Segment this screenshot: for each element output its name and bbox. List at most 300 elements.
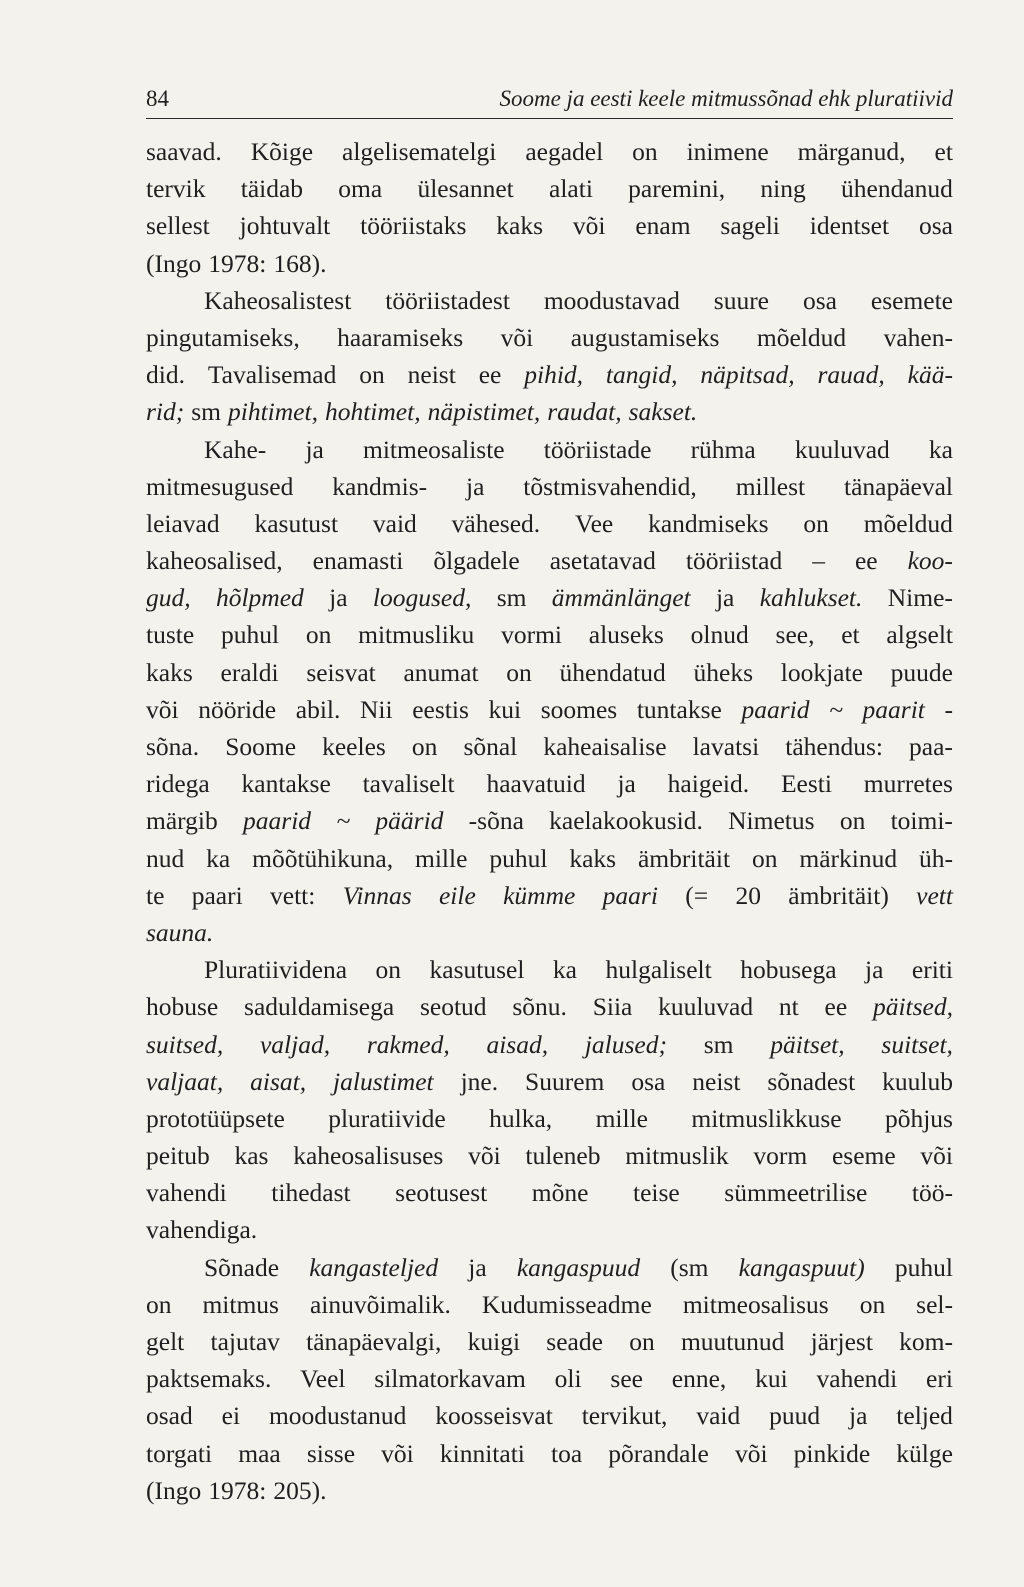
word: paktsemaks. — [146, 1364, 272, 1394]
word: või — [468, 1141, 501, 1171]
text-line — [146, 282, 953, 319]
text-line — [146, 765, 953, 802]
word: Pluratiividena — [204, 955, 348, 985]
running-title: Soome ja eesti keele mitmussõnad ehk pluratiivid — [499, 86, 953, 111]
text-line — [146, 1286, 953, 1323]
word: või — [920, 1141, 953, 1171]
word: puhul — [894, 1252, 953, 1282]
word: märgib — [146, 806, 218, 836]
word: maa — [238, 1438, 281, 1468]
word: oma — [338, 174, 383, 204]
word: peitub — [146, 1141, 210, 1171]
word: 205). — [273, 1475, 327, 1505]
italic-word: rakmed, — [366, 1029, 450, 1059]
word: mitmuslik — [625, 1141, 729, 1171]
word: leiavad — [146, 508, 220, 538]
word: ja — [305, 434, 324, 464]
italic-word: eile — [438, 880, 476, 910]
word: tuste — [146, 620, 195, 650]
word: mitmus — [202, 1289, 279, 1319]
word: on — [375, 955, 402, 985]
italic-word: päitset, — [770, 1029, 845, 1059]
word: alati — [549, 174, 593, 204]
text-line — [146, 1249, 953, 1286]
word: vahendi — [816, 1364, 898, 1394]
word: tööriistad — [685, 546, 783, 576]
italic-word: pihid, — [524, 360, 584, 390]
word: sisse — [306, 1438, 356, 1468]
word: Kahe- — [204, 434, 267, 464]
italic-word: näpistimet, — [427, 397, 541, 427]
word: sel- — [916, 1289, 953, 1319]
word: silmatorkavam — [374, 1364, 526, 1394]
text-line — [146, 877, 953, 914]
word: haavatuid — [486, 769, 586, 799]
word: mitmesugused — [146, 471, 294, 501]
italic-word: hõlpmed — [215, 583, 304, 613]
word: jne. — [460, 1066, 499, 1096]
word: Kudumisseadme — [481, 1289, 652, 1319]
word: 168). — [273, 248, 327, 278]
italic-word: sakset. — [628, 397, 698, 427]
word: vahen- — [883, 322, 953, 352]
word: kinnitati — [439, 1438, 525, 1468]
italic-word: gud, — [146, 583, 191, 613]
word: hobuse — [146, 992, 219, 1022]
word: tavaliselt — [362, 769, 455, 799]
word: moodustanud — [268, 1401, 407, 1431]
word: seotud — [419, 992, 487, 1022]
word: 1978: — [208, 1475, 267, 1505]
word: moodustavad — [543, 285, 680, 315]
word: on — [839, 806, 866, 836]
italic-word: vett — [916, 880, 953, 910]
text-line — [146, 1435, 953, 1472]
word: tööriistaks — [360, 211, 467, 241]
word: nööride — [198, 694, 277, 724]
word: mitmuslikkuse — [691, 1103, 842, 1133]
text-line — [146, 542, 953, 579]
word: on — [629, 1327, 655, 1356]
word: eestis — [412, 694, 469, 724]
word: ridega — [146, 769, 210, 799]
word: on — [803, 508, 829, 538]
word: (Ingo — [146, 1475, 202, 1505]
word: kasutust — [254, 508, 339, 538]
word: või — [500, 322, 534, 352]
italic-word: loogused, — [372, 583, 472, 613]
word: Veel — [300, 1364, 346, 1394]
italic-word: hohtimet, — [324, 397, 421, 427]
word: paremini, — [628, 174, 726, 204]
word: saavad. — [146, 137, 222, 166]
text-line — [146, 616, 953, 653]
word: kas — [234, 1141, 269, 1171]
word: hobusega — [740, 955, 837, 985]
text-line — [146, 1137, 953, 1174]
italic-word: paari — [602, 880, 658, 910]
word: -sõna — [468, 806, 524, 836]
text-line — [146, 319, 953, 356]
text-line — [146, 468, 953, 505]
word: nt — [778, 992, 799, 1022]
italic-word: päitsed, — [872, 992, 953, 1022]
word: see, — [775, 620, 815, 650]
word: kandmis- — [332, 471, 428, 501]
italic-word: kangaspuud — [516, 1252, 641, 1282]
word: johtuvalt — [239, 211, 331, 241]
text-line — [146, 988, 953, 1025]
word: mitmusliku — [358, 620, 475, 650]
word: puude — [890, 657, 953, 687]
word: vaid — [372, 508, 417, 538]
word: puud — [769, 1401, 821, 1431]
word: ka — [928, 434, 953, 464]
word: vahendiga. — [146, 1215, 258, 1245]
word: kom- — [899, 1327, 953, 1356]
word: mille — [415, 843, 468, 873]
word: te — [146, 880, 165, 910]
word: ühendanud — [841, 174, 953, 204]
word: on — [305, 620, 332, 650]
italic-word: valjad, — [259, 1029, 331, 1059]
word: vahendi — [146, 1178, 227, 1208]
word: sm — [191, 397, 222, 427]
word: on — [751, 843, 778, 873]
italic-word: jalused; — [584, 1029, 667, 1059]
italic-word: kangasteljed — [309, 1252, 439, 1282]
word: haigeid. — [667, 769, 750, 799]
word: sümmeetrilise — [724, 1178, 868, 1208]
word: tõstmisvahendid, — [523, 471, 697, 501]
word: teljed — [896, 1401, 953, 1431]
word: eraldi — [220, 657, 279, 687]
word: inimene — [686, 137, 769, 166]
word: tänapäeval — [843, 471, 953, 501]
word: puhul — [220, 620, 280, 650]
word: töö- — [911, 1178, 953, 1208]
word: Siia — [592, 992, 633, 1022]
word: see — [610, 1364, 643, 1394]
word: vorm — [753, 1141, 808, 1171]
word: (sm — [670, 1252, 709, 1282]
word: Nii — [360, 694, 393, 724]
word: muutunud — [680, 1327, 785, 1356]
word: üh- — [919, 843, 953, 873]
word: lavatsi — [692, 732, 760, 761]
word: ja — [865, 955, 884, 985]
word: kaks — [146, 657, 193, 687]
word: kuulub — [882, 1066, 953, 1096]
word: ja — [715, 583, 735, 613]
word: ning — [760, 174, 806, 204]
italic-word: kümme — [503, 880, 576, 910]
italic-word: valjaat, — [146, 1066, 224, 1096]
word: kaheosalisuses — [293, 1141, 444, 1171]
text-line — [146, 1100, 953, 1137]
word: vett: — [270, 880, 316, 910]
word: algelisematelgi — [342, 137, 497, 166]
word: (= — [685, 880, 709, 910]
italic-word: ~ — [829, 694, 843, 724]
text-line — [146, 728, 953, 765]
word: rühma — [690, 434, 756, 464]
word: mõeldud — [756, 322, 847, 352]
word: on — [506, 657, 532, 687]
word: külge — [896, 1438, 953, 1468]
word: mitmeosalisus — [682, 1289, 829, 1319]
word: pingutamiseks, — [146, 322, 300, 352]
text-line — [146, 505, 953, 542]
word: järjest — [810, 1327, 873, 1356]
word: olnud — [690, 620, 749, 650]
word: eseme — [831, 1141, 896, 1171]
word: tuntakse — [636, 694, 722, 724]
word: kantakse — [241, 769, 331, 799]
word: kui — [755, 1364, 788, 1394]
word: eriti — [911, 955, 953, 985]
word: et — [841, 620, 860, 650]
word: põrandale — [608, 1438, 709, 1468]
word: sm — [496, 583, 527, 613]
word: tähendus: — [785, 732, 883, 761]
word: kaks — [496, 211, 543, 241]
word: neist — [692, 1066, 741, 1096]
italic-word: kahlukset. — [759, 583, 863, 613]
word: sageli — [720, 211, 780, 241]
word: 1978: — [208, 248, 267, 278]
word: (Ingo — [146, 248, 202, 278]
italic-word: tangid, — [605, 360, 678, 390]
word: osa — [802, 285, 837, 315]
word: paa- — [909, 732, 953, 761]
italic-word: rauad, — [817, 360, 885, 390]
word: kasutusel — [429, 955, 525, 985]
text-line — [146, 951, 953, 988]
word: keeles — [322, 732, 386, 761]
word: tööriistade — [543, 434, 652, 464]
text-line — [146, 133, 953, 170]
text-line — [146, 1472, 953, 1509]
word: Kõige — [250, 137, 314, 166]
word: mõeldud — [863, 508, 953, 538]
word: põhjus — [884, 1103, 953, 1133]
word: osa — [918, 211, 953, 241]
word: enam — [635, 211, 691, 241]
word: või — [381, 1438, 414, 1468]
italic-word: paarid — [243, 806, 312, 836]
word: prototüüpsete — [146, 1103, 285, 1133]
word: asetatavad — [549, 546, 656, 576]
word: kaheaisalise — [543, 732, 667, 761]
italic-word: sauna. — [146, 917, 214, 947]
word: tervik — [146, 174, 206, 204]
word: vaid — [696, 1401, 741, 1431]
italic-word: ~ — [336, 806, 351, 836]
italic-word: kangaspuut) — [738, 1252, 865, 1282]
word: Nimetus — [728, 806, 815, 836]
text-line — [146, 654, 953, 691]
word: et — [934, 137, 953, 166]
page-header — [146, 84, 953, 119]
italic-word: paarit — [862, 694, 925, 724]
word: millest — [735, 471, 806, 501]
text-line — [146, 170, 953, 207]
word: märkinud — [799, 843, 898, 873]
word: kandmiseks — [648, 508, 769, 538]
word: Eesti — [780, 769, 832, 799]
text-line — [146, 802, 953, 839]
word: ainuvõimalik. — [309, 1289, 451, 1319]
word: hulka, — [489, 1103, 553, 1133]
word: või — [146, 694, 179, 724]
word: Tavalisemad — [207, 360, 337, 390]
word: tuleneb — [525, 1141, 601, 1171]
word: ee — [824, 992, 848, 1022]
word: kaheosalised, — [146, 546, 283, 576]
word: aluseks — [588, 620, 664, 650]
word: ja — [465, 471, 485, 501]
word: Nime- — [887, 583, 953, 613]
word: sõna. — [146, 732, 200, 761]
word: tänapäevalgi, — [306, 1327, 442, 1356]
word: kaks — [569, 843, 617, 873]
italic-word: aisat, — [250, 1066, 307, 1096]
italic-word: paarid — [741, 694, 810, 724]
word: vähesed. — [451, 508, 541, 538]
word: on — [146, 1289, 172, 1319]
italic-word: päärid — [375, 806, 444, 836]
word: mõne — [531, 1178, 589, 1208]
word: mitmeosaliste — [362, 434, 505, 464]
text-line — [146, 393, 953, 430]
italic-word: koo- — [907, 546, 953, 576]
page-number: 84 — [146, 86, 169, 111]
word: sõnadest — [767, 1066, 856, 1096]
word: ämbritäit — [637, 843, 731, 873]
text-line — [146, 579, 953, 616]
text-line — [146, 691, 953, 728]
word: seade — [546, 1327, 603, 1356]
word: ülesannet — [417, 174, 514, 204]
word: tööriistadest — [385, 285, 510, 315]
text-line — [146, 207, 953, 244]
word: täidab — [240, 174, 304, 204]
word: ee — [478, 360, 502, 390]
text-line — [146, 1323, 953, 1360]
text-line — [146, 1360, 953, 1397]
text-line — [146, 1026, 953, 1063]
word: on — [859, 1289, 886, 1319]
text-line — [146, 1174, 953, 1211]
word: seotusest — [395, 1178, 488, 1208]
word: mille — [595, 1103, 648, 1133]
word: on — [359, 360, 385, 390]
word: Kaheosalistest — [204, 285, 352, 315]
word: Soome — [225, 732, 297, 761]
italic-word: aisad, — [486, 1029, 549, 1059]
italic-word: raudat, — [547, 397, 622, 427]
italic-word: jalustimet — [333, 1066, 434, 1096]
text-line — [146, 1211, 953, 1248]
text-line — [146, 245, 953, 282]
word: – — [812, 546, 825, 576]
word: puhul — [489, 843, 548, 873]
text-line — [146, 356, 953, 393]
word: sõnal — [463, 732, 518, 761]
word: anumat — [403, 657, 479, 687]
word: Suurem — [525, 1066, 605, 1096]
word: ja — [849, 1401, 868, 1431]
word: augustamiseks — [570, 322, 720, 352]
word: aegadel — [525, 137, 604, 166]
word: ja — [468, 1252, 487, 1282]
word: osa — [631, 1066, 666, 1096]
body-text — [146, 133, 953, 1509]
word: sõnu. — [512, 992, 567, 1022]
word: torgati — [146, 1438, 213, 1468]
italic-word: kää- — [907, 360, 953, 390]
word: on — [411, 732, 438, 761]
word: soomes — [540, 694, 618, 724]
word: Vee — [575, 508, 614, 538]
text-line — [146, 431, 953, 468]
word: esemete — [870, 285, 953, 315]
word: märganud, — [797, 137, 906, 166]
word: mõõtühikuna, — [252, 843, 394, 873]
italic-word: suitset, — [881, 1029, 953, 1059]
word: ämbritäit) — [788, 880, 889, 910]
word: identset — [809, 211, 890, 241]
word: kui — [488, 694, 522, 724]
word: ka — [552, 955, 577, 985]
word: suure — [713, 285, 769, 315]
word: saduldamisega — [244, 992, 395, 1022]
word: ja — [617, 769, 636, 799]
word: pluratiivide — [328, 1103, 446, 1133]
word: tervikut, — [581, 1401, 668, 1431]
word: hulgaliselt — [605, 955, 712, 985]
word: gelt — [146, 1327, 185, 1356]
text-line — [146, 1063, 953, 1100]
text-line — [146, 1397, 953, 1434]
text-line — [146, 840, 953, 877]
word: koosseisvat — [435, 1401, 553, 1431]
word: ka — [206, 843, 231, 873]
word: kaelakookusid. — [549, 806, 703, 836]
word: algselt — [886, 620, 953, 650]
word: abil. — [295, 694, 341, 724]
italic-word: näpitsad, — [700, 360, 795, 390]
word: tajutav — [210, 1327, 280, 1356]
word: osad — [146, 1401, 193, 1431]
word: Sõnade — [204, 1252, 280, 1282]
word: enne, — [671, 1364, 727, 1394]
word: tihedast — [271, 1178, 351, 1208]
word: toa — [551, 1438, 583, 1468]
word: eri — [926, 1364, 953, 1394]
italic-word: suitsed, — [146, 1029, 224, 1059]
word: sellest — [146, 211, 210, 241]
word: oli — [554, 1364, 582, 1394]
word: neist — [407, 360, 456, 390]
word: kuigi — [467, 1327, 521, 1356]
word: või — [734, 1438, 768, 1468]
word: seisvat — [306, 657, 376, 687]
italic-word: Vinnas — [342, 880, 412, 910]
word: did. — [146, 360, 185, 390]
word: pinkide — [793, 1438, 871, 1468]
